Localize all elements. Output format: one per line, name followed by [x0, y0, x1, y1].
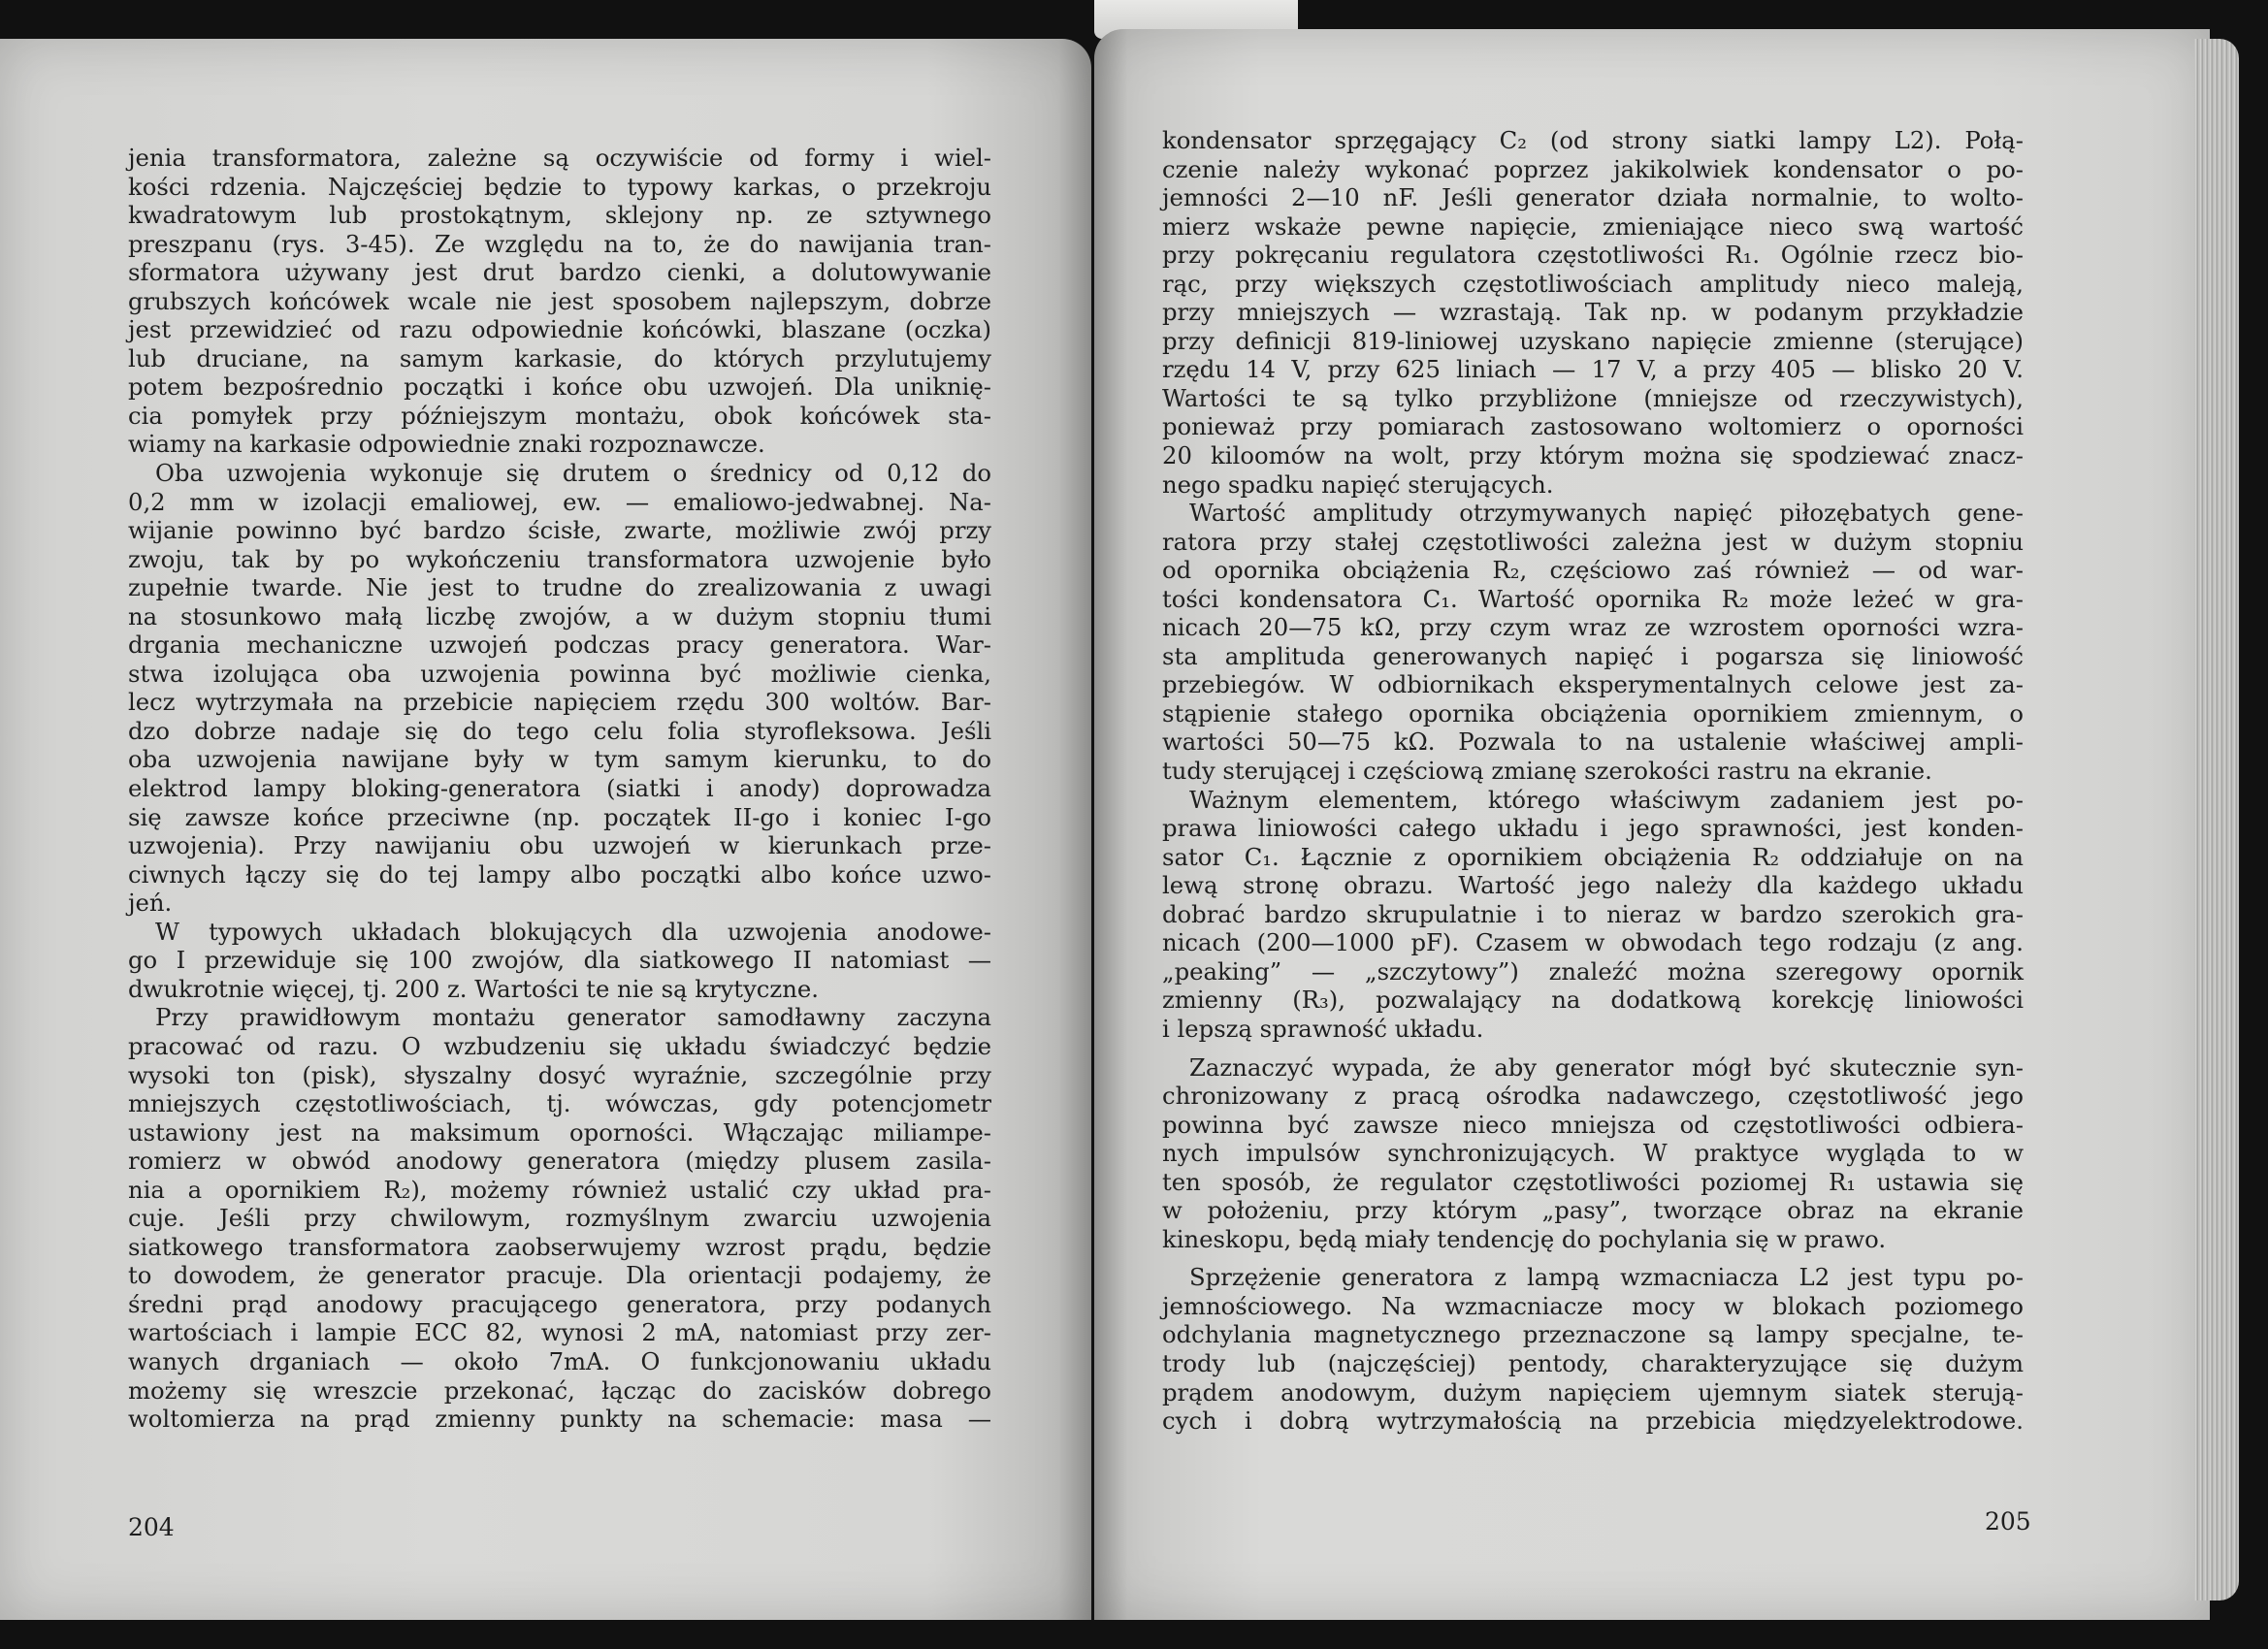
text-line: stąpienie stałego opornika obciążenia opornikiem zmiennym, o: [1162, 698, 2024, 728]
text-line: wartościach i lampie ECC 82, wynosi 2 mA, natomiast przy zer-: [128, 1318, 991, 1347]
text-line: kości rdzenia. Najczęściej będzie to typowy karkas, o przekroju: [128, 172, 991, 201]
text-line: lub druciane, na samym karkasie, do których przylutujemy: [128, 343, 991, 372]
left-page-text: [128, 144, 991, 1434]
text-line: sator C₁. Łącznie z opornikiem obciążenia R₂ oddziałuje on na: [1162, 842, 2024, 871]
text-line: Zaznaczyć wypada, że aby generator mógł być skutecznie syn-: [1189, 1052, 2024, 1082]
text-line: nego spadku napięć sterujących.: [1162, 469, 1554, 499]
text-line: przebiegów. W odbiornikach eksperymentalnych celowe jest za-: [1162, 670, 2024, 699]
text-line: prądem anodowym, dużym napięciem ujemnym siatek sterują-: [1162, 1377, 2024, 1406]
text-line: tudy sterującej i częściową zmianę szerokości rastru na ekranie.: [1162, 757, 1932, 786]
text-line: Wartość amplitudy otrzymywanych napięć piłozębatych gene-: [1189, 499, 2024, 528]
text-line: potem bezpośrednio początki i końce obu uzwojeń. Dla uniknię-: [128, 372, 991, 402]
text-line: nicach (200—1000 pF). Czasem w obwodach tego rodzaju (z ang.: [1162, 928, 2024, 957]
text-line: „peaking” — „szczytowy”) znaleźć można szeregowy opornik: [1162, 956, 2024, 986]
text-line: czenie należy wykonać poprzez jakikolwiek kondensator o po-: [1162, 154, 2024, 183]
text-line: wanych drganiach — około 7mA. O funkcjonowaniu układu: [128, 1346, 991, 1375]
text-line: dwukrotnie więcej, tj. 200 z. Wartości te nie są krytyczne.: [128, 974, 819, 1003]
text-line: rzędu 14 V, przy 625 liniach — 17 V, a przy 405 — blisko 20 V.: [1162, 355, 2024, 384]
text-line: pracować od razu. O wzbudzeniu się układu świadczyć będzie: [128, 1031, 991, 1060]
text-line: preszpanu (rys. 3-45). Ze względu na to, że do nawijania tran-: [128, 229, 991, 258]
text-line: wijanie powinno być bardzo ścisłe, zwarte, możliwie zwój przy: [128, 516, 991, 545]
text-line: tości kondensatora C₁. Wartość opornika R₂ może leżeć w gra-: [1162, 584, 2024, 613]
text-line: wiamy na karkasie odpowiednie znaki rozpoznawcze.: [128, 430, 765, 459]
text-line: od opornika obciążenia R₂, częściowo zaś również — od war-: [1162, 556, 2024, 585]
text-line: rąc, przy większych częstotliwościach amplitudy nieco maleją,: [1162, 269, 2024, 298]
text-line: stwa izolująca oba uzwojenia powinna być możliwie cienka,: [128, 659, 991, 688]
text-line: powinna być zawsze nieco mniejsza od częstotliwości odbiera-: [1162, 1110, 2024, 1139]
text-line: jenia transformatora, zależne są oczywiście od formy i wiel-: [128, 144, 991, 172]
text-line: przy mniejszych — wzrastają. Tak np. w podanym przykładzie: [1162, 298, 2024, 327]
text-line: i lepszą sprawność układu.: [1162, 1014, 1484, 1043]
text-line: nia a opornikiem R₂), możemy również ustalić czy układ pra-: [128, 1175, 991, 1204]
text-line: się zawsze końce przeciwne (np. początek II-go i koniec I-go: [128, 802, 991, 831]
text-line: woltomierza na prąd zmienny punkty na schemacie: masa —: [128, 1405, 991, 1434]
text-line: uzwojenia). Przy nawijaniu obu uzwojeń w kierunkach prze-: [128, 831, 991, 860]
text-line: zwoju, tak by po wykończeniu transformatora uzwojenie było: [128, 544, 991, 573]
right-page-text: [1162, 126, 2024, 1436]
text-line: ponieważ przy pomiarach zastosowano woltomierz o oporności: [1162, 412, 2024, 441]
text-line: w położeniu, przy którym „pasy”, tworzące obraz na ekranie: [1162, 1196, 2024, 1225]
text-line: cuje. Jeśli przy chwilowym, rozmyślnym zwarciu uzwojenia: [128, 1204, 991, 1233]
text-line: 0,2 mm w izolacji emaliowej, ew. — emaliowo-jedwabnej. Na-: [128, 487, 991, 516]
left-page-number: 204: [128, 1513, 175, 1541]
text-line: zmienny (R₃), pozwalający na dodatkową korekcję liniowości: [1162, 986, 2024, 1015]
text-line: nych impulsów synchronizujących. W praktyce wygląda to w: [1162, 1139, 2024, 1168]
text-line: trody lub (najczęściej) pentody, charakteryzujące się dużym: [1162, 1348, 2024, 1377]
text-line: cia pomyłek przy późniejszym montażu, obok końcówek sta-: [128, 401, 991, 430]
text-line: nicach 20—75 kΩ, przy czym wraz ze wzrostem oporności wzra-: [1162, 613, 2024, 642]
text-line: siatkowego transformatora zaobserwujemy wzrost prądu, będzie: [128, 1232, 991, 1261]
page-edges: [2194, 39, 2239, 1600]
text-line: go I przewiduje się 100 zwojów, dla siatkowego II natomiast —: [128, 946, 991, 975]
text-line: ten sposób, że regulator częstotliwości poziomej R₁ ustawia się: [1162, 1167, 2024, 1196]
text-line: lewą stronę obrazu. Wartość jego należy dla każdego układu: [1162, 871, 2024, 900]
text-line: dobrać bardzo skrupulatnie i to nieraz w bardzo szerokich gra-: [1162, 899, 2024, 928]
text-line: przy definicji 819-liniowej uzyskano napięcie zmienne (sterujące): [1162, 326, 2024, 355]
text-line: to dowodem, że generator pracuje. Dla orientacji podajemy, że: [128, 1261, 991, 1290]
text-line: na stosunkowo małą liczbę zwojów, a w dużym stopniu tłumi: [128, 601, 991, 630]
text-line: lecz wytrzymała na przebicie napięciem rzędu 300 woltów. Bar-: [128, 688, 991, 717]
text-line: jemności 2—10 nF. Jeśli generator działa normalnie, to wolto-: [1162, 183, 2024, 212]
text-line: możemy się wreszcie przekonać, łącząc do zacisków dobrego: [128, 1375, 991, 1405]
text-line: elektrod lampy bloking-generatora (siatki i anody) doprowadza: [128, 774, 991, 803]
text-line: grubszych końcówek wcale nie jest sposobem najlepszym, dobrze: [128, 286, 991, 315]
text-line: kineskopu, będą miały tendencję do pochylania się w prawo.: [1162, 1224, 1887, 1253]
text-line: Ważnym elementem, którego właściwym zadaniem jest po-: [1189, 785, 2024, 814]
text-line: cych i dobrą wytrzymałością na przebicia międzyelektrodowe.: [1162, 1406, 2024, 1436]
right-page-number: 205: [1985, 1507, 2031, 1536]
text-line: mierz wskaże pewne napięcie, zmieniające nieco swą wartość: [1162, 211, 2024, 241]
text-line: kondensator sprzęgający C₂ (od strony siatki lampy L2). Połą-: [1162, 126, 2024, 154]
text-line: ustawiony jest na maksimum oporności. Włączając miliampe-: [128, 1117, 991, 1147]
text-line: 20 kiloomów na wolt, przy którym można się spodziewać znacz-: [1162, 441, 2024, 470]
text-line: dzo dobrze nadaje się do tego celu folia styrofleksowa. Jeśli: [128, 716, 991, 745]
text-line: oba uzwojenia nawijane były w tym samym kierunku, to do: [128, 745, 991, 774]
text-line: kwadratowym lub prostokątnym, sklejony np. ze sztywnego: [128, 201, 991, 230]
text-line: romierz w obwód anodowy generatora (między plusem zasila-: [128, 1147, 991, 1176]
text-line: Przy prawidłowym montażu generator samodławny zaczyna: [155, 1003, 991, 1032]
text-line: odchylania magnetycznego przeznaczone są lampy specjalne, te-: [1162, 1320, 2024, 1349]
text-line: drgania mechaniczne uzwojeń podczas pracy generatora. War-: [128, 630, 991, 660]
text-line: jemnościowego. Na wzmacniacze mocy w blokach poziomego: [1162, 1291, 2024, 1320]
text-line: jest przewidzieć od razu odpowiednie końcówki, blaszane (oczka): [128, 315, 991, 344]
text-line: Wartości te są tylko przybliżone (mniejsze od rzeczywistych),: [1162, 383, 2024, 412]
text-line: prawa liniowości całego układu i jego sprawności, jest konden-: [1162, 814, 2024, 843]
text-line: sta amplituda generowanych napięć i pogarsza się liniowość: [1162, 641, 2024, 670]
text-line: wartości 50—75 kΩ. Pozwala to na ustalenie właściwej ampli-: [1162, 728, 2024, 757]
text-line: mniejszych częstotliwościach, tj. wówczas, gdy potencjometr: [128, 1089, 991, 1118]
text-line: wysoki ton (pisk), słyszalny dosyć wyraźnie, szczególnie przy: [128, 1060, 991, 1089]
text-line: sformatora używany jest drut bardzo cienki, a dolutowywanie: [128, 258, 991, 287]
text-line: Sprzężenie generatora z lampą wzmacniacza L2 jest typu po-: [1189, 1263, 2024, 1292]
text-line: Oba uzwojenia wykonuje się drutem o średnicy od 0,12 do: [155, 459, 991, 488]
text-line: średni prąd anodowy pracującego generatora, przy podanych: [128, 1289, 991, 1318]
text-line: przy pokręcaniu regulatora częstotliwości R₁. Ogólnie rzecz bio-: [1162, 241, 2024, 270]
text-line: W typowych układach blokujących dla uzwojenia anodowe-: [155, 917, 991, 946]
text-line: jeń.: [128, 889, 173, 918]
text-line: ratora przy stałej częstotliwości zależna jest w dużym stopniu: [1162, 527, 2024, 556]
text-line: chronizowany z pracą ośrodka nadawczego, częstotliwość jego: [1162, 1082, 2024, 1111]
text-line: zupełnie twarde. Nie jest to trudne do zrealizowania z uwagi: [128, 573, 991, 602]
text-line: ciwnych łączy się do tej lampy albo początki albo końce uzwo-: [128, 859, 991, 889]
